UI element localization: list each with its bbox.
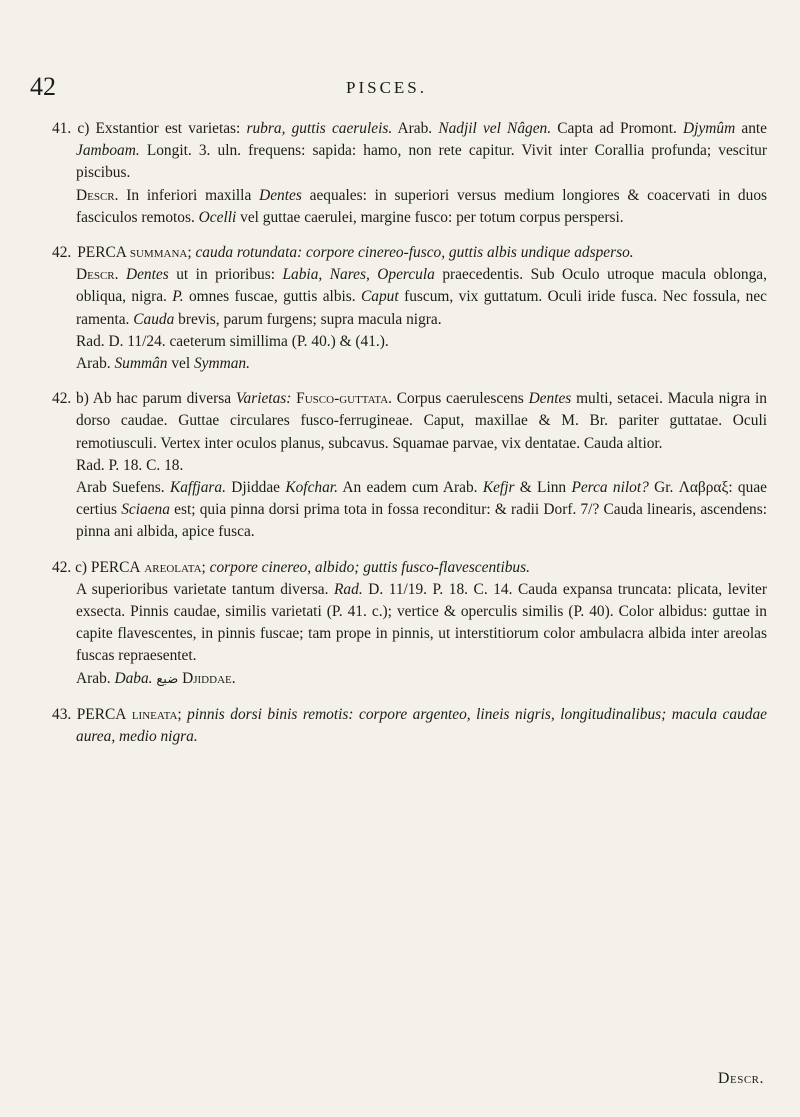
genus-name: PERCA: [87, 558, 141, 576]
entry-41c: [52, 118, 767, 229]
arab-name-5: Sciaena: [121, 501, 170, 519]
descr-label: Descr.: [76, 186, 119, 204]
place-name-2: Jamboam.: [76, 142, 140, 160]
genus-name: PERCA: [77, 244, 127, 262]
lead-text: 41. c) Exstantior est varietas:: [52, 120, 247, 137]
arab-name: Daba.: [114, 669, 153, 687]
descr-text: A superioribus varietate tantum diversa.: [76, 580, 335, 598]
descr-text: ut in prioribus:: [168, 266, 283, 284]
entry-number: 42.: [52, 244, 72, 262]
arab-label: Arab.: [76, 669, 115, 687]
capture-text: Capta ad Promont.: [557, 120, 684, 137]
entry-42c: [52, 557, 767, 691]
entry-42-rad: Rad. D. 11/24. caeterum simillima (P. 40.) & (41.).: [76, 332, 389, 350]
diagnosis: cauda rotundata: corpore cinereo-fusco, guttis albis undique adsperso.: [195, 244, 634, 262]
descr-text-2: praecedentis. Sub Oculo utroque macula oblonga, obliqua, nigra.: [76, 266, 767, 306]
lead-text: Ab hac parum diversa: [88, 390, 236, 408]
arab-name-2: Symman.: [193, 355, 250, 373]
catchword: Descr.: [717, 1070, 764, 1087]
arab-text-6: est; quia pinna dorsi prima tota in fossa reconditur: & radii Dorf. 7/? Cauda linearis, ascendens: pinna ani albida, apice fusca.: [76, 501, 767, 541]
entry-42c-title: [52, 557, 767, 579]
arab-text-5: Gr. Λαβραξ: quae certius: [76, 479, 767, 519]
arab-text: Arab Suefens.: [76, 479, 170, 497]
capture-text-b: ante: [735, 120, 767, 137]
descr-term: Dentes: [125, 266, 169, 284]
arab-conj: vel: [167, 355, 194, 373]
entry-41c-descr: [52, 185, 767, 229]
lead-italic: rubra, guttis caeruleis.: [246, 120, 393, 137]
arab-text-3: An eadem cum Arab.: [337, 479, 483, 497]
lead-text-3: multi, setacei. Macula nigra in dorso caudae. Guttae circulares fusco-ferrugineae. Caput, maxillae & M. Br. pariter guttatae. Oculi remotiusculi. Vertex inter oculos planus, subcavus. Squamae parvae, vix dentatae. Cauda altior.: [76, 390, 767, 452]
entry-42: [52, 242, 767, 375]
entry-42-arab: [52, 353, 767, 375]
capture-text-c: Longit. 3. uln. frequens: sapida: hamo, non rete capitur. Vivit inter Corallia profunda; vescitur piscibus.: [76, 142, 767, 182]
arab-name: Kaffjara.: [169, 479, 226, 497]
entry-number: 42. c): [52, 558, 88, 576]
descr-term-2: Labia, Nares, Opercula: [282, 266, 435, 284]
descr-label: Descr.: [76, 266, 119, 284]
entry-42b-rad: Rad. P. 18. C. 18.: [76, 456, 184, 474]
text-body: [52, 118, 767, 761]
arab-name-3: Kefjr: [482, 479, 515, 497]
place-name: Djymûm: [683, 120, 736, 137]
lead-rest: Arab.: [392, 120, 439, 137]
descr-term-4: Caput: [361, 288, 399, 306]
arab-text-4: & Linn: [514, 479, 572, 497]
entry-43: [52, 704, 767, 748]
arab-label: Arab.: [76, 355, 115, 373]
entry-number: 43.: [52, 705, 72, 723]
species-name: lineata;: [126, 705, 182, 723]
page-number: 42: [30, 72, 56, 101]
entry-41c-lead: [52, 118, 767, 185]
descr-text-5: brevis, parum furgens; supra macula nigra.: [174, 310, 442, 328]
variety-name: Fusco-guttata.: [291, 390, 392, 408]
entry-42c-descr: [52, 579, 767, 668]
descr-text: In inferiori maxilla: [118, 186, 260, 204]
entry-42-descr: [52, 264, 767, 331]
genus-name: PERCA: [71, 705, 127, 723]
arab-name-4: Perca nilot?: [571, 479, 649, 497]
arab-name-2: Kofchar.: [285, 479, 338, 497]
entry-43-title: [52, 704, 767, 748]
entry-42-title: [52, 242, 767, 264]
arab-place: Djiddae.: [178, 669, 236, 687]
arab-name: Summân: [114, 355, 168, 373]
entry-number: 42. b): [52, 390, 89, 408]
descr-term-5: Cauda: [133, 310, 175, 328]
arab-text-2: Djiddae: [225, 479, 286, 497]
species-name: areolata;: [140, 558, 206, 576]
variety-label: Varietas:: [235, 390, 292, 408]
descr-text-2: D. 11/19. P. 18. C. 14. Cauda expansa truncata: plicata, leviter exsecta. Pinnis caudae, similis varietati (P. 41. c.); vertice & operculis similis (P. 40). Color albidus: guttae in capite flavescentes, in pinnis fuscae; tam prope in pinnis, ut interstitiorum color ambulacra albida inter areolas fuscas repraesentet.: [76, 580, 768, 665]
diagnosis: corpore cinereo, albido; guttis fusco-flavescentibus.: [205, 558, 530, 576]
lead-text-2: Corpus caerulescens: [392, 390, 529, 408]
entry-42b: [52, 388, 767, 543]
descr-text-c: vel guttae caerulei, margine fusco: per totum corpus perspersi.: [236, 208, 624, 226]
arab-names: Nadjil vel Nâgen.: [438, 120, 552, 137]
descr-term: Dentes: [259, 186, 302, 204]
arabic-script: ضبع: [156, 671, 179, 687]
rad-label: Rad.: [334, 580, 363, 598]
page-header: [30, 72, 730, 102]
descr-text-3: omnes fuscae, guttis albis.: [183, 288, 362, 306]
descr-term-3: P.: [172, 288, 184, 306]
descr-term-b: Ocelli: [198, 208, 237, 226]
diagnosis: pinnis dorsi binis remotis: corpore argenteo, lineis nigris, longitudinalibus; macula caudae aurea, medio nigra.: [76, 705, 767, 746]
entry-42b-arab: [52, 477, 767, 544]
entry-42b-lead: [52, 388, 767, 455]
running-title: PISCES.: [346, 78, 427, 97]
entry-42c-arab: [52, 668, 767, 691]
descr-text-b: aequales: in superiori versus medium longiores & coacervati in duos fasciculos remotos.: [76, 186, 768, 226]
species-name: summana;: [129, 244, 192, 262]
descr-term: Dentes: [528, 390, 572, 408]
descr-text-4: fuscum, vix guttatum. Oculi iride fusca. Nec fossula, nec ramenta.: [76, 288, 767, 328]
